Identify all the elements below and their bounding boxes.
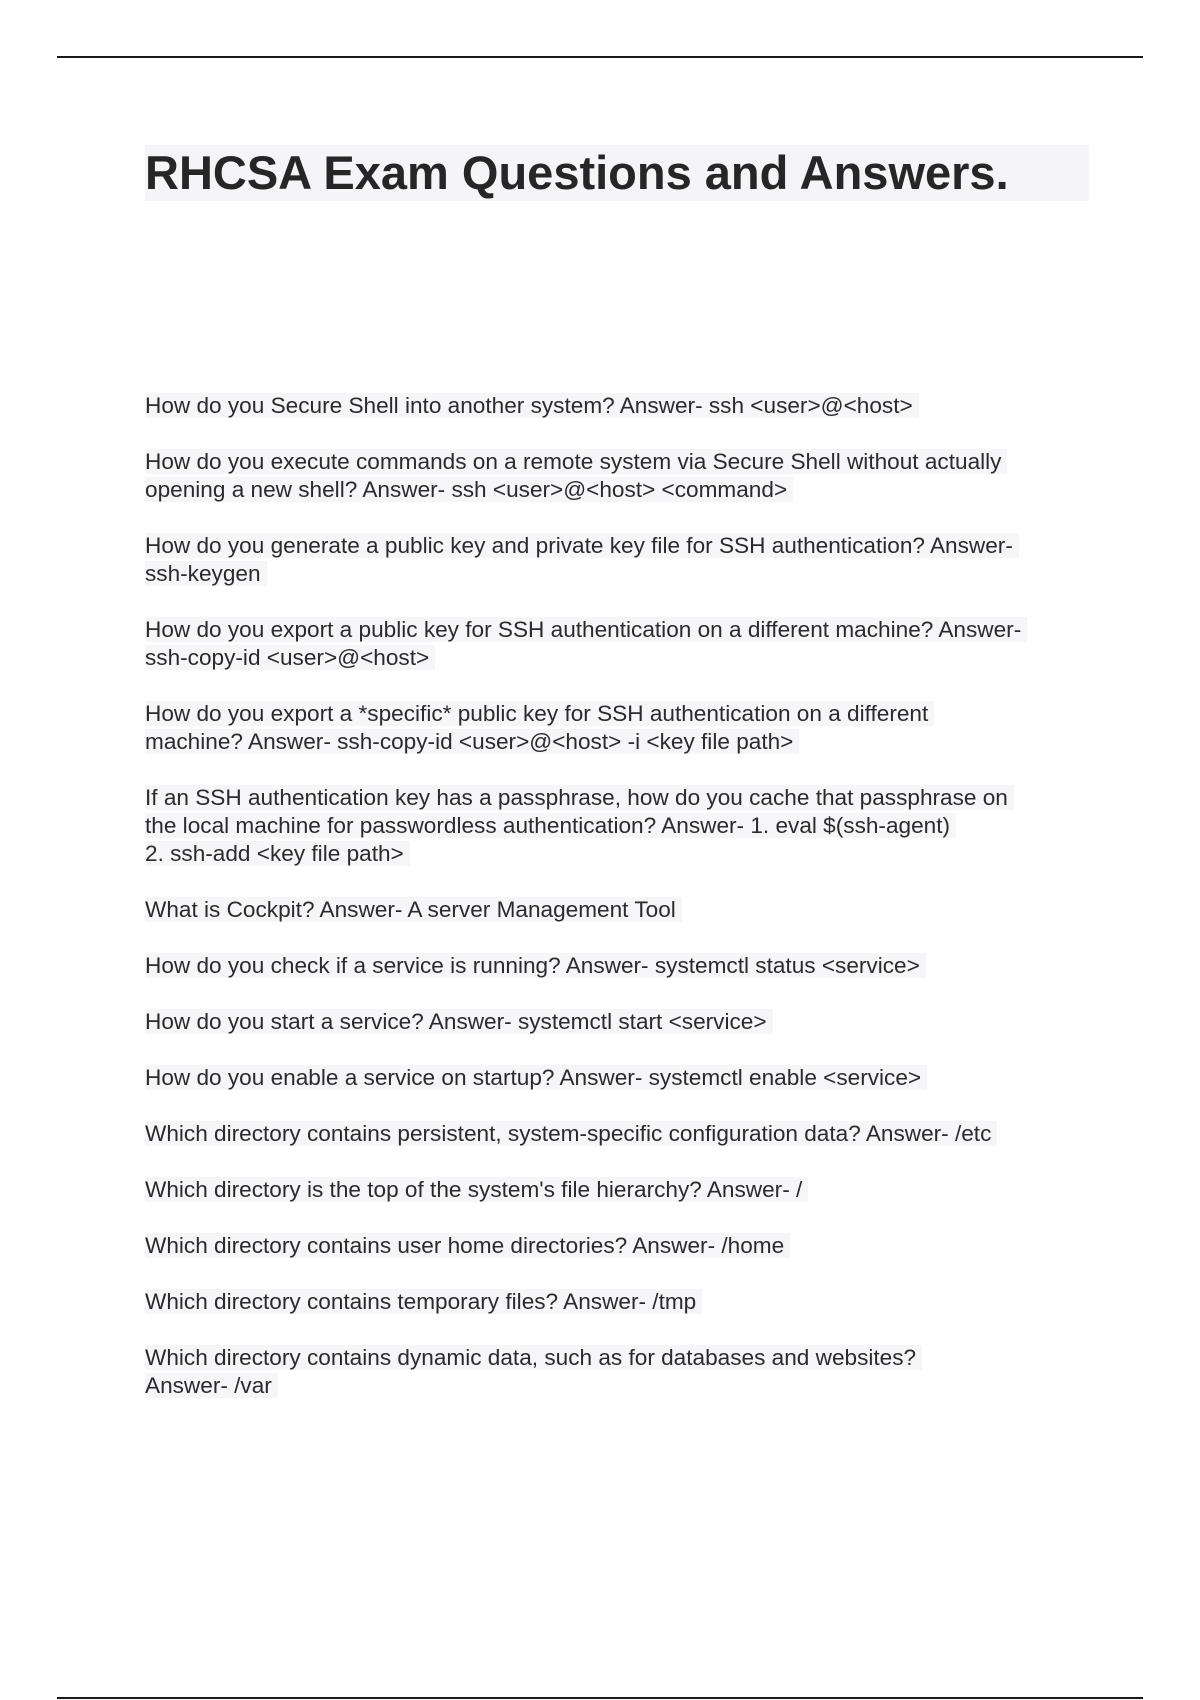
qa-text: How do you generate a public key and private key file for SSH authentication? Answer- ssh-keygen — [145, 533, 1019, 586]
qa-item — [145, 392, 1095, 420]
qa-item — [145, 1008, 1095, 1036]
qa-item — [145, 784, 1095, 868]
qa-text: Which directory contains persistent, system-specific configuration data? Answer- /etc — [145, 1121, 997, 1146]
qa-text: What is Cockpit? Answer- A server Management Tool — [145, 897, 682, 922]
qa-text: How do you execute commands on a remote system via Secure Shell without actually opening a new shell? Answer- ssh <user>@<host> <command> — [145, 449, 1007, 502]
qa-item — [145, 448, 1095, 504]
page-title: RHCSA Exam Questions and Answers. — [145, 146, 1009, 199]
qa-text: How do you Secure Shell into another system? Answer- ssh <user>@<host> — [145, 393, 919, 418]
qa-item — [145, 896, 1095, 924]
qa-item — [145, 1120, 1095, 1148]
qa-item — [145, 700, 1095, 756]
bottom-divider — [57, 1697, 1143, 1699]
qa-item — [145, 1288, 1095, 1316]
qa-text: How do you start a service? Answer- systemctl start <service> — [145, 1009, 773, 1034]
qa-item — [145, 1064, 1095, 1092]
qa-text: Which directory contains user home directories? Answer- /home — [145, 1233, 790, 1258]
qa-item — [145, 952, 1095, 980]
qa-text: Which directory contains temporary files? Answer- /tmp — [145, 1289, 702, 1314]
top-divider — [57, 56, 1143, 58]
qa-text: How do you enable a service on startup? Answer- systemctl enable <service> — [145, 1065, 927, 1090]
qa-item — [145, 1232, 1095, 1260]
qa-item — [145, 1344, 1095, 1400]
qa-text: If an SSH authentication key has a passphrase, how do you cache that passphrase on the local machine for passwordless authentication? Answer- 1. eval $(ssh-agent) 2. ssh-add <key file path> — [145, 785, 1014, 866]
qa-text: How do you export a public key for SSH authentication on a different machine? Answer- ssh-copy-id <user>@<host> — [145, 617, 1027, 670]
qa-text: Which directory contains dynamic data, such as for databases and websites? Answer- /var — [145, 1345, 922, 1398]
qa-list — [145, 392, 1095, 1428]
qa-item — [145, 532, 1095, 588]
qa-text: Which directory is the top of the system's file hierarchy? Answer- / — [145, 1177, 808, 1202]
qa-text: How do you export a *specific* public key for SSH authentication on a different machine? Answer- ssh-copy-id <user>@<host> -i <key file path> — [145, 701, 934, 754]
qa-text: How do you check if a service is running? Answer- systemctl status <service> — [145, 953, 926, 978]
qa-item — [145, 616, 1095, 672]
qa-item — [145, 1176, 1095, 1204]
